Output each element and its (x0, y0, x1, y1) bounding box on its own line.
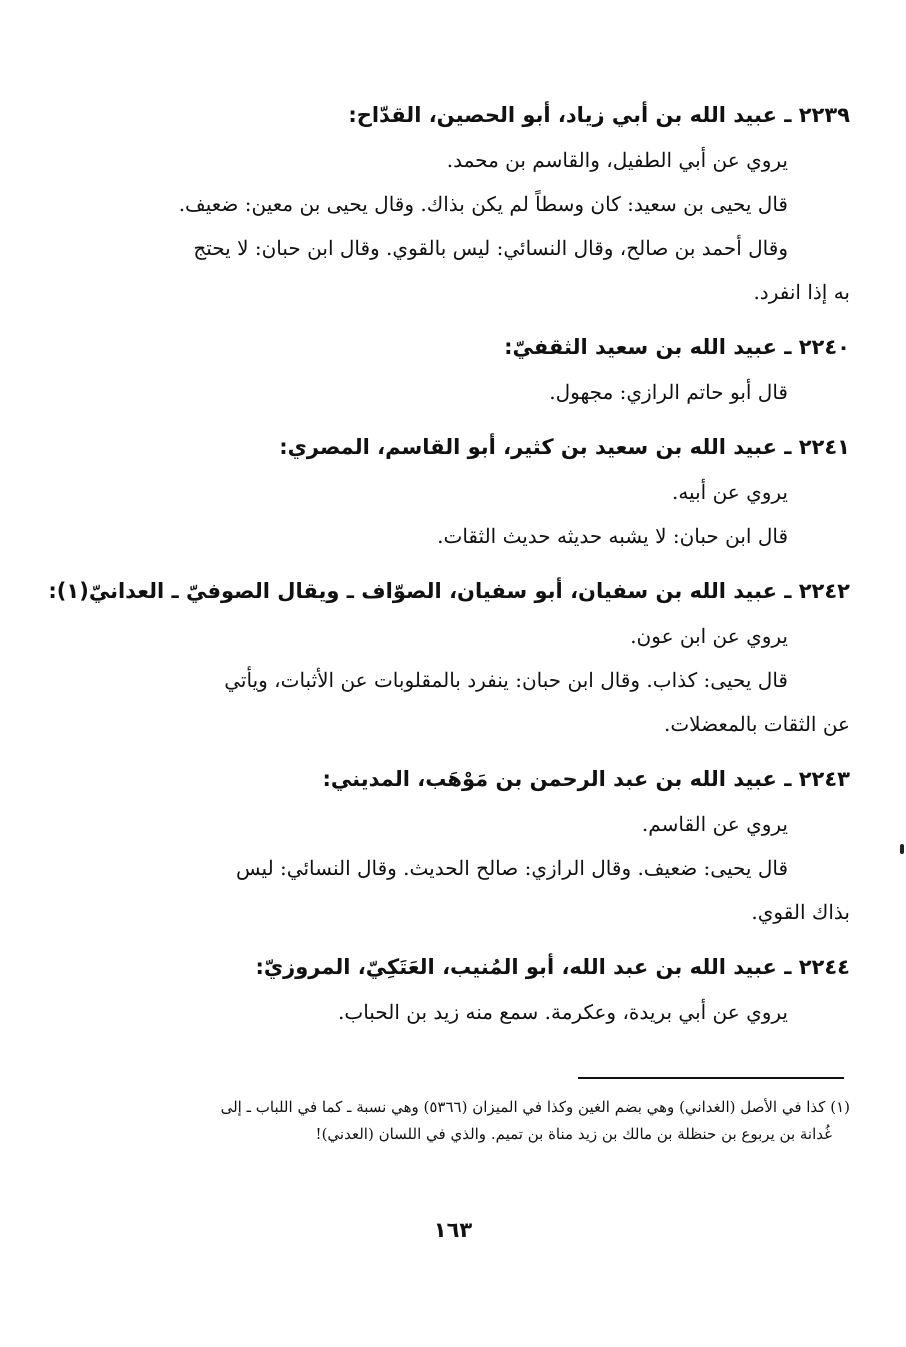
entry-line: يروي عن أبيه. (671, 480, 788, 504)
entry-line: قال أبو حاتم الرازي: مجهول. (549, 380, 788, 404)
entry-line: بذاك القوي. (751, 900, 850, 924)
footnote-line: غُدانة بن يربوع بن حنظلة بن مالك بن زيد مناة بن تميم. والذي في اللسان (العدني)! (315, 1125, 832, 1143)
entry-line: قال يحيى: ضعيف. وقال الرازي: صالح الحديث. وقال النسائي: ليس (236, 856, 788, 880)
entry-2243 (108, 756, 850, 934)
entry-line: قال ابن حبان: لا يشبه حديثه حديث الثقات. (437, 524, 788, 548)
footnotes (108, 1094, 850, 1148)
footnote-line: (١) كذا في الأصل (الغداني) وهي بضم الغين وكذا في الميزان (٥٣٦٦) وهي نسبة ـ كما في اللباب ـ إلى (220, 1098, 850, 1116)
entry-line: به إذا انفرد. (753, 280, 850, 304)
entry-2242 (48, 568, 850, 746)
entry-2241 (108, 424, 850, 558)
entry-heading: ٢٢٤٠ ـ عبيد الله بن سعيد الثقفيّ: (504, 335, 850, 359)
entry-heading: ٢٢٤٣ ـ عبيد الله بن عبد الرحمن بن مَوْهَب، المديني: (322, 767, 850, 791)
entry-2239 (108, 92, 850, 314)
entry-line: وقال أحمد بن صالح، وقال النسائي: ليس بالقوي. وقال ابن حبان: لا يحتج (193, 236, 788, 260)
entry-2240 (108, 324, 850, 414)
page-number: ١٦٣ (433, 1218, 473, 1242)
entry-line: قال يحيى بن سعيد: كان وسطاً لم يكن بذاك. وقال يحيى بن معين: ضعيف. (178, 192, 788, 216)
entry-line: يروي عن ابن عون. (630, 624, 788, 648)
entry-heading: ٢٢٣٩ ـ عبيد الله بن أبي زياد، أبو الحصين، القدّاح: (348, 103, 850, 127)
entry-line: قال يحيى: كذاب. وقال ابن حبان: ينفرد بالمقلوبات عن الأثبات، ويأتي (224, 668, 788, 692)
entry-line: يروي عن القاسم. (641, 812, 788, 836)
entry-2244 (108, 944, 850, 1034)
entry-heading: ٢٢٤١ ـ عبيد الله بن سعيد بن كثير، أبو القاسم، المصري: (279, 435, 850, 459)
main-text (48, 92, 850, 1044)
entry-heading: ٢٢٤٢ ـ عبيد الله بن سفيان، أبو سفيان، الصوّاف ـ ويقال الصوفيّ ـ العدانيّ(١): (48, 579, 850, 603)
entry-line: عن الثقات بالمعضلات. (663, 712, 850, 736)
entry-line: يروي عن أبي الطفيل، والقاسم بن محمد. (446, 148, 788, 172)
margin-mark (900, 844, 904, 854)
entry-line: يروي عن أبي بريدة، وعكرمة. سمع منه زيد بن الحباب. (338, 1000, 788, 1024)
footnote-divider (578, 1077, 844, 1079)
entry-heading: ٢٢٤٤ ـ عبيد الله بن عبد الله، أبو المُنيب، العَتَكِيّ، المروزيّ: (255, 955, 850, 979)
